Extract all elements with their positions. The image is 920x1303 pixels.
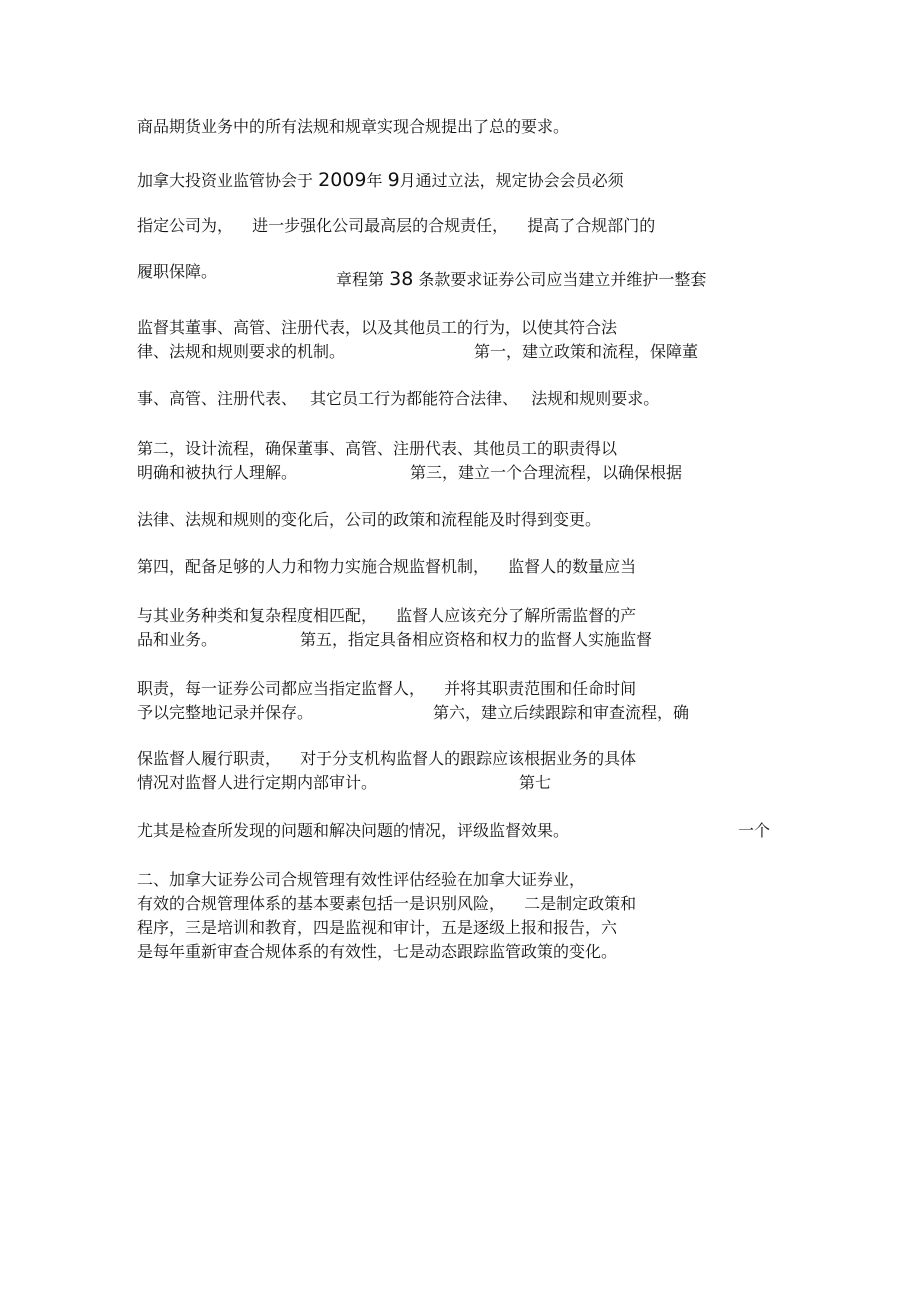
text-span: 法规和规则要求。 [531, 389, 660, 408]
text-line [137, 894, 636, 914]
text-line: 第三，建立一个合理流程，以确保根据 [410, 463, 683, 482]
text-line [137, 557, 636, 577]
text-line: 程序，三是培训和教育，四是监视和审计，五是逐级上报和报告，六 [137, 918, 618, 937]
text-span: 监督人应该充分了解所需监督的产 [396, 606, 637, 625]
month-number: 9 [387, 169, 400, 191]
text-line: 律、法规和规则要求的机制。 [137, 342, 346, 361]
text-line: 第二，设计流程，确保董事、高管、注册代表、其他员工的职责得以 [137, 439, 618, 458]
text-line: 二、加拿大证券公司合规管理有效性评估经验在加拿大证券业， [137, 870, 586, 889]
text-line: 明确和被执行人理解。 [137, 463, 298, 482]
text-span: 有效的合规管理体系的基本要素包括一是识别风险， [137, 894, 506, 913]
article-number: 38 [389, 268, 414, 290]
text-span: 与其业务种类和复杂程度相匹配， [137, 606, 378, 625]
text-span: 其它员工行为都能符合法律、 [310, 389, 519, 408]
text-line [137, 606, 636, 626]
text-line: 予以完整地记录并保存。 [137, 703, 314, 722]
text-line [137, 170, 624, 191]
text-line: 法律、法规和规则的变化后，公司的政策和流程能及时得到变更。 [137, 510, 602, 529]
text-span: 保监督人履行职责， [137, 749, 282, 768]
text-span: 第四，配备足够的人力和物力实施合规监督机制， [137, 557, 490, 576]
text-line [137, 216, 655, 236]
text-line: 一个 [738, 821, 771, 840]
text-span: 事、高管、注册代表、 [137, 389, 298, 408]
text-line: 商品期货业务中的所有法规和规章实现合规提出了总的要求。 [137, 117, 570, 136]
text-line: 第一，建立政策和流程，保障董 [474, 342, 699, 361]
text-line: 履职保障。 [137, 262, 218, 281]
year-number: 2009 [318, 169, 367, 191]
text-span: 月通过立法，规定协会会员必须 [399, 171, 624, 190]
text-line: 第六，建立后续跟踪和审查流程，确 [433, 703, 690, 722]
text-line [137, 679, 636, 699]
text-span: 对于分支机构监督人的跟踪应该根据业务的具体 [300, 749, 637, 768]
text-span: 进一步强化公司最高层的合规责任， [252, 216, 509, 235]
text-span: 职责，每一证券公司都应当指定监督人， [137, 679, 426, 698]
text-span: 并将其职责范围和任命时间 [444, 679, 637, 698]
text-span: 指定公司为， [137, 216, 234, 235]
text-line [137, 749, 636, 769]
text-line: 第五，指定具备相应资格和权力的监督人实施监督 [300, 630, 653, 649]
text-line: 品和业务。 [137, 630, 218, 649]
text-line: 监督其董事、高管、注册代表，以及其他员工的行为，以使其符合法 [137, 318, 618, 337]
text-span: 加拿大投资业监管协会于 [137, 171, 314, 190]
text-span: 章程第 [336, 270, 385, 289]
text-line [336, 269, 706, 290]
text-line: 是每年重新审查合规体系的有效性，七是动态跟踪监管政策的变化。 [137, 942, 618, 961]
text-span: 二是制定政策和 [524, 894, 637, 913]
text-line: 第七 [519, 773, 552, 792]
text-span: 监督人的数量应当 [508, 557, 637, 576]
text-span: 提高了合规部门的 [527, 216, 656, 235]
text-line [137, 389, 659, 409]
text-span: 条款要求证券公司应当建立并维护一整套 [418, 270, 707, 289]
text-span: 年 [366, 171, 383, 190]
text-line: 情况对监督人进行定期内部审计。 [137, 773, 378, 792]
text-line: 尤其是检查所发现的问题和解决问题的情况，评级监督效果。 [137, 821, 570, 840]
